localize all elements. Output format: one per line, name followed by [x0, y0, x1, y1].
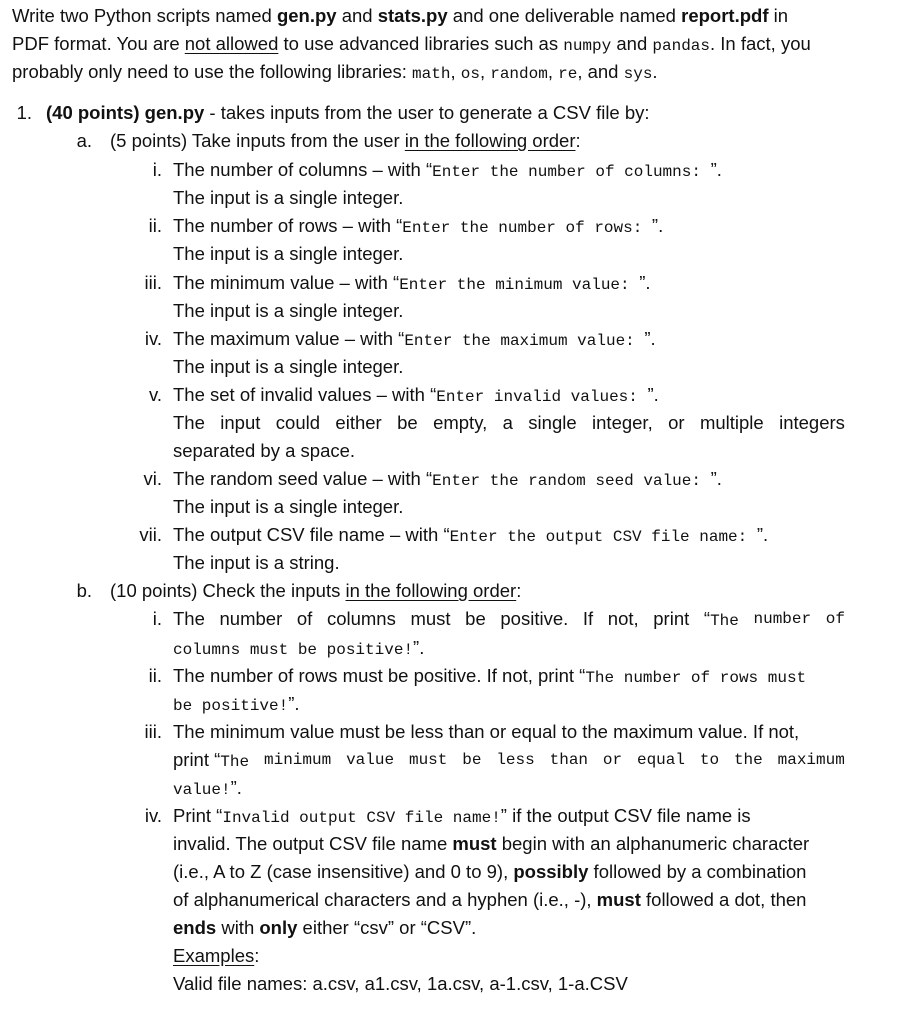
check-line: Print “Invalid output CSV file name!” if the output CSV file name is	[173, 805, 751, 827]
input-description: The input could either be empty, a single integer, or multiple integers	[173, 412, 845, 433]
item-number: iv.	[144, 328, 162, 349]
prompt-line: The number of columns – with “Enter the number of columns: ”.	[173, 159, 722, 181]
item-number: i.	[152, 608, 162, 629]
message-line-cont: value!”.	[173, 777, 242, 799]
item-number: vi.	[143, 468, 162, 489]
rule-line: (i.e., A to Z (case insensitive) and 0 to 9), possibly followed by a combination	[173, 861, 807, 882]
item-number: iii.	[144, 272, 162, 293]
input-description: The input is a single integer.	[173, 187, 404, 208]
message-line: be positive!”.	[173, 693, 300, 715]
intro-line-1: Write two Python scripts named gen.py and stats.py and one deliverable named report.pdf in	[12, 5, 789, 26]
prompt-line: The set of invalid values – with “Enter invalid values: ”.	[173, 384, 659, 406]
rule-line: of alphanumerical characters and a hyphen (i.e., -), must followed a dot, then	[173, 889, 807, 910]
input-description: The input is a single integer.	[173, 243, 404, 264]
message-line: print “The minimum value must be less than or equal to the maximum	[173, 749, 845, 771]
item-number: ii.	[148, 215, 162, 236]
prompt-line: The number of rows – with “Enter the number of rows: ”.	[173, 215, 664, 237]
intro-line-3: probably only need to use the following libraries: math, os, random, re, and sys.	[12, 61, 658, 83]
item-number: i.	[152, 159, 162, 180]
intro-line-2: PDF format. You are not allowed to use advanced libraries such as numpy and pandas. In fact, you	[12, 33, 811, 55]
check-line: The minimum value must be less than or equal to the maximum value. If not,	[173, 721, 800, 742]
prompt-line: The minimum value – with “Enter the minimum value: ”.	[173, 272, 651, 294]
part-b-label: b.	[76, 580, 92, 601]
check-line: The number of columns must be positive. If not, print “The number of	[173, 608, 845, 630]
prompt-line: The output CSV file name – with “Enter the output CSV file name: ”.	[173, 524, 769, 546]
item-number: iii.	[144, 721, 162, 742]
examples-label: Examples:	[173, 945, 260, 966]
prompt-line: The maximum value – with “Enter the maximum value: ”.	[173, 328, 656, 350]
part-a-heading: (5 points) Take inputs from the user in the following order:	[110, 130, 581, 151]
item-number: iv.	[144, 805, 162, 826]
item-number: vii.	[139, 524, 162, 545]
input-description: The input is a string.	[173, 552, 340, 573]
part-b-heading: (10 points) Check the inputs in the following order:	[110, 580, 522, 601]
section-number: 1.	[16, 102, 32, 123]
input-description: The input is a single integer.	[173, 496, 404, 517]
part-a-label: a.	[76, 130, 92, 151]
section-heading: (40 points) gen.py - takes inputs from the user to generate a CSV file by:	[46, 102, 650, 123]
input-description: The input is a single integer.	[173, 300, 404, 321]
input-description: The input is a single integer.	[173, 356, 404, 377]
message-line: columns must be positive!”.	[173, 637, 425, 659]
valid-file-names: Valid file names: a.csv, a1.csv, 1a.csv, a-1.csv, 1-a.CSV	[173, 973, 628, 994]
item-number: ii.	[148, 665, 162, 686]
input-description-cont: separated by a space.	[173, 440, 356, 461]
item-number: v.	[148, 384, 162, 405]
check-line: The number of rows must be positive. If not, print “The number of rows must	[173, 665, 807, 687]
rule-line: invalid. The output CSV file name must begin with an alphanumeric character	[173, 833, 810, 854]
prompt-line: The random seed value – with “Enter the random seed value: ”.	[173, 468, 722, 490]
rule-line: ends with only either “csv” or “CSV”.	[173, 917, 477, 938]
